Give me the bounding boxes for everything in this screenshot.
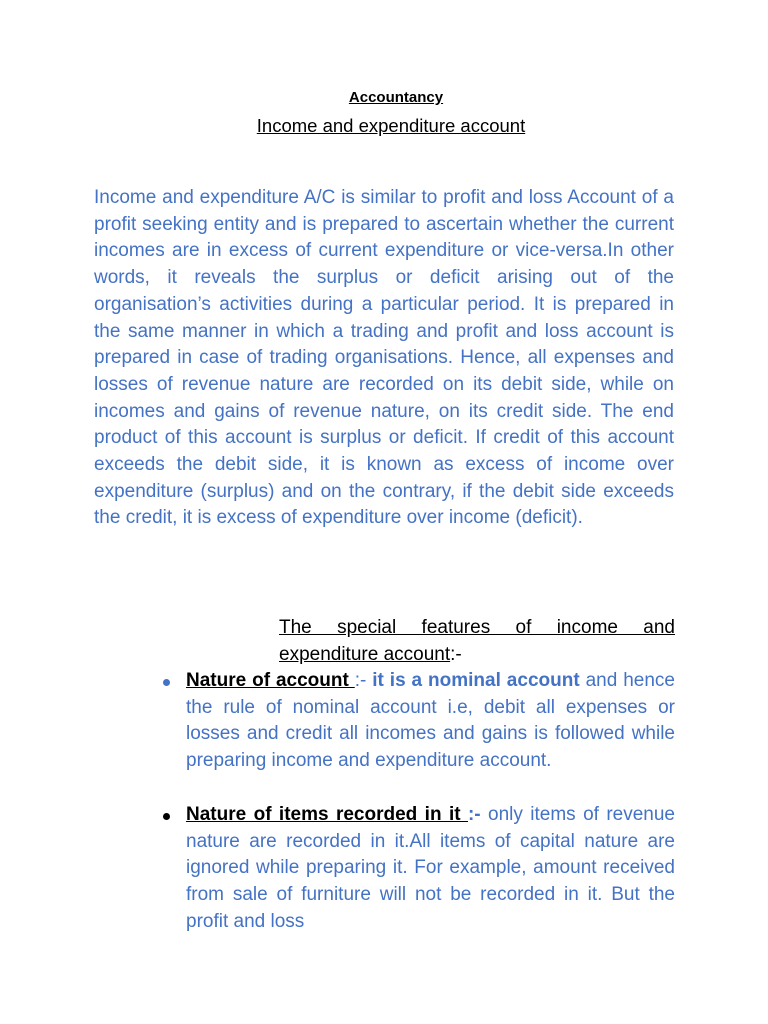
subject-heading-text: Accountancy — [348, 89, 444, 106]
features-heading-suffix: :- — [450, 643, 462, 665]
feature-text: and hence the rule of nominal account i.e, debit all expenses or losses and credit all incomes and gains is followed while preparing income and expenditure account. — [186, 670, 675, 772]
features-heading-text: The special features of income and expenditure account — [279, 617, 675, 665]
feature-separator: :- — [354, 670, 373, 691]
subject-heading — [0, 89, 768, 106]
feature-label: Nature of items recorded in it — [186, 804, 468, 825]
feature-separator: :- — [467, 804, 489, 825]
intro-paragraph: Income and expenditure A/C is similar to profit and loss Account of a profit seeking entity and is prepared to ascertain whether the current incomes are in excess of current expenditure or vice-versa.In other words, it reveals the surplus or deficit arising out of the organisation’s activities during a particular period. It is prepared in the same manner in which a trading and profit and loss account is prepared in case of trading organisations. Hence, all expenses and losses of revenue nature are recorded on its debit side, while on incomes and gains of revenue nature, on its credit side. The end product of this account is surplus or deficit. If credit of this account exceeds the debit side, it is known as excess of income over expenditure (surplus) and on the contrary, if the debit side exceeds the credit, it is excess of expenditure over income (deficit). — [94, 187, 674, 529]
page-title-text: Income and expenditure account — [256, 115, 526, 136]
feature-emphasis: it is a nominal account — [372, 670, 580, 691]
page-title — [0, 115, 768, 137]
bullet-dot-icon — [163, 679, 170, 686]
features-heading — [279, 615, 675, 668]
feature-label: Nature of account — [186, 670, 355, 691]
bullet-dot-icon — [163, 813, 170, 820]
list-item — [186, 802, 675, 936]
list-item — [186, 668, 675, 775]
feature-text: only items of revenue nature are recorded in it.All items of capital nature are ignored while preparing it. For example, amount received from sale of furniture will not be recorded in it. But the profit and loss — [186, 804, 675, 932]
